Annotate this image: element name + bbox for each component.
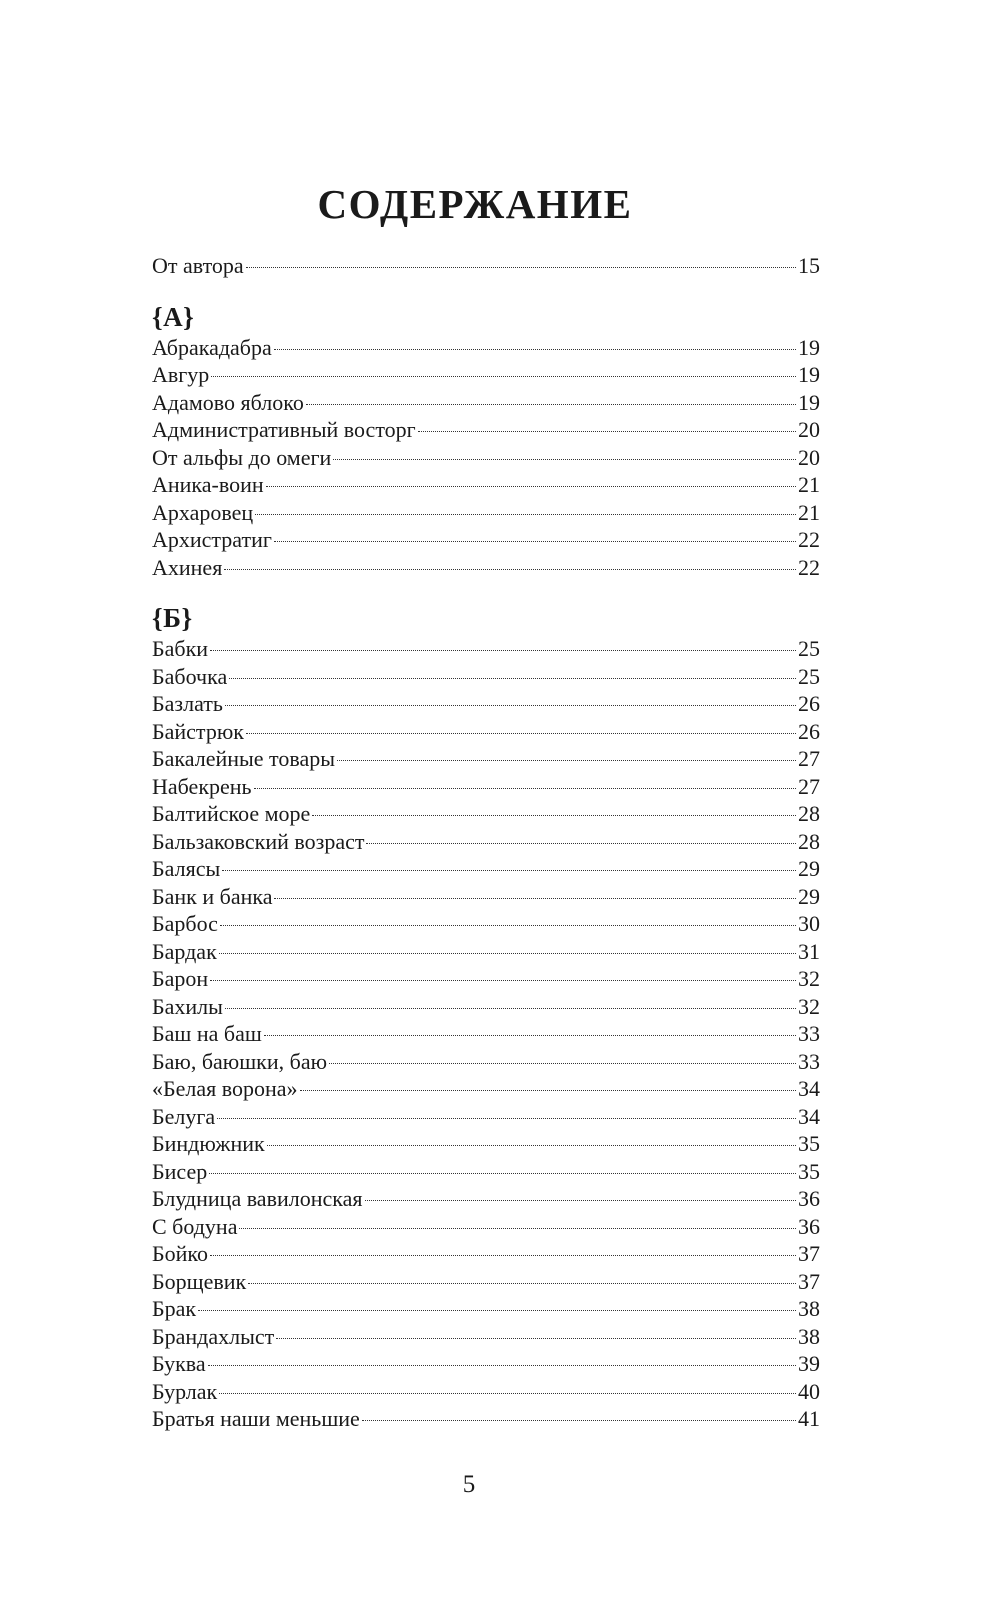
dot-leader xyxy=(274,349,796,350)
dot-leader xyxy=(246,267,796,268)
toc-entry xyxy=(152,471,820,499)
dot-leader xyxy=(225,705,796,706)
dot-leader xyxy=(222,870,796,871)
toc-entry-label: Бардак xyxy=(152,938,217,964)
toc-entry-label: Буква xyxy=(152,1351,206,1376)
toc-entry-page: 36 xyxy=(798,1186,820,1211)
toc-entry-label: От автора xyxy=(152,253,244,278)
toc-entry xyxy=(152,1048,820,1076)
toc-entry-label: Бабочка xyxy=(152,663,228,689)
toc-entry-label: Брандахлыст xyxy=(152,1323,275,1349)
toc-entry-page: 27 xyxy=(798,746,820,771)
toc-entry-label: Архистратиг xyxy=(152,527,272,552)
toc-entry-label: Бальзаковский возраст xyxy=(152,828,365,854)
toc-entry xyxy=(152,334,820,362)
dot-leader xyxy=(362,1420,796,1421)
toc-entry-label: Барон xyxy=(152,966,209,991)
toc-entry-page: 26 xyxy=(798,718,820,744)
dot-leader xyxy=(365,1200,797,1201)
toc-entry-page: 40 xyxy=(798,1378,820,1404)
dot-leader xyxy=(337,760,796,761)
toc-entry-label: Архаровец xyxy=(152,499,254,525)
page-number: 5 xyxy=(462,1471,476,1498)
toc-entry xyxy=(152,965,820,993)
dot-leader xyxy=(198,1310,796,1311)
dot-leader xyxy=(274,898,796,899)
toc-entry xyxy=(152,718,820,746)
dot-leader xyxy=(255,514,796,515)
toc-entry-label: Базлать xyxy=(152,691,223,716)
toc-entry-page: 37 xyxy=(798,1241,820,1266)
dot-leader xyxy=(267,1145,796,1146)
toc-section xyxy=(152,301,820,582)
toc-entry xyxy=(152,389,820,417)
toc-entry-label: Бурлак xyxy=(152,1378,218,1404)
dot-leader xyxy=(329,1063,796,1064)
table-of-contents xyxy=(152,252,820,1433)
toc-entry-page: 33 xyxy=(798,1021,820,1046)
toc-entry-label: Административный восторг xyxy=(152,417,416,442)
toc-entry-page: 37 xyxy=(798,1268,820,1294)
toc-entry-label: Бакалейные товары xyxy=(152,746,336,771)
toc-entry xyxy=(152,1295,820,1323)
toc-entry-page: 28 xyxy=(798,801,820,826)
toc-entry-label: Брак xyxy=(152,1296,197,1321)
section-heading: {Б} xyxy=(152,603,193,633)
toc-entry-page: 25 xyxy=(798,663,820,689)
toc-entry-page: 34 xyxy=(798,1076,820,1101)
toc-entry-page: 29 xyxy=(798,883,820,909)
dot-leader xyxy=(211,376,796,377)
toc-entry-label: Барбос xyxy=(152,911,218,936)
dot-leader xyxy=(274,541,796,542)
toc-entry xyxy=(152,1185,820,1213)
toc-entry xyxy=(152,1075,820,1103)
toc-entry xyxy=(152,800,820,828)
page-title: СОДЕРЖАНИЕ xyxy=(317,181,633,227)
toc-entry-page: 34 xyxy=(798,1103,820,1129)
toc-entry xyxy=(152,938,820,966)
toc-entry-page: 38 xyxy=(798,1323,820,1349)
toc-entry xyxy=(152,690,820,718)
toc-entry-label: Абракадабра xyxy=(152,334,272,360)
toc-entry-label: Ахинея xyxy=(152,554,223,580)
toc-entry-page: 21 xyxy=(798,472,820,497)
toc-entry-label: Баю, баюшки, баю xyxy=(152,1048,328,1074)
toc-entry xyxy=(152,883,820,911)
toc-entry-label: Белуга xyxy=(152,1103,216,1129)
toc-entry xyxy=(152,773,820,801)
toc-entry-label: Адамово яблоко xyxy=(152,389,304,415)
dot-leader xyxy=(220,925,796,926)
dot-leader xyxy=(224,569,796,570)
toc-entry xyxy=(152,993,820,1021)
toc-entry-page: 19 xyxy=(798,362,820,387)
dot-leader xyxy=(219,1393,796,1394)
toc-entry-page: 35 xyxy=(798,1158,820,1184)
dot-leader xyxy=(312,815,796,816)
dot-leader xyxy=(210,980,796,981)
toc-entry-label: Аника-воин xyxy=(152,472,264,497)
toc-entry-page: 38 xyxy=(798,1296,820,1321)
toc-entry-page: 29 xyxy=(798,856,820,881)
toc-entry-intro xyxy=(152,252,820,280)
toc-entry xyxy=(152,1130,820,1158)
dot-leader xyxy=(217,1118,796,1119)
toc-entry-label: Бахилы xyxy=(152,993,223,1019)
toc-entry-label: Авгур xyxy=(152,362,210,387)
toc-entry-page: 30 xyxy=(798,911,820,936)
toc-entry-page: 26 xyxy=(798,691,820,716)
toc-entry-page: 35 xyxy=(798,1131,820,1156)
dot-leader xyxy=(276,1338,796,1339)
toc-entry-label: Балясы xyxy=(152,856,221,881)
toc-entry-label: Банк и банка xyxy=(152,883,273,909)
toc-entry xyxy=(152,635,820,663)
toc-entry xyxy=(152,828,820,856)
toc-entry-page: 32 xyxy=(798,966,820,991)
toc-entry xyxy=(152,1213,820,1241)
dot-leader xyxy=(225,1008,796,1009)
toc-entry-page: 19 xyxy=(798,389,820,415)
toc-entry-label: Набекрень xyxy=(152,773,252,799)
toc-entry-page: 21 xyxy=(798,499,820,525)
toc-entry-page: 41 xyxy=(798,1406,820,1431)
dot-leader xyxy=(246,733,796,734)
dot-leader xyxy=(248,1283,796,1284)
toc-entry-page: 27 xyxy=(798,773,820,799)
toc-entry-label: От альфы до омеги xyxy=(152,444,332,470)
toc-entry xyxy=(152,663,820,691)
toc-entry-page: 33 xyxy=(798,1048,820,1074)
dot-leader xyxy=(366,843,796,844)
toc-entry xyxy=(152,1240,820,1268)
toc-entry-label: Биндюжник xyxy=(152,1131,265,1156)
toc-entry-label: Борщевик xyxy=(152,1268,247,1294)
toc-entry-page: 22 xyxy=(798,554,820,580)
toc-entry xyxy=(152,745,820,773)
toc-entry-page: 15 xyxy=(798,253,820,278)
dot-leader xyxy=(229,678,796,679)
dot-leader xyxy=(264,1035,796,1036)
toc-entry-page: 32 xyxy=(798,993,820,1019)
toc-entry xyxy=(152,855,820,883)
toc-entry-page: 31 xyxy=(798,938,820,964)
dot-leader xyxy=(254,788,796,789)
toc-entry xyxy=(152,554,820,582)
toc-entry-page: 28 xyxy=(798,828,820,854)
toc-entry-page: 20 xyxy=(798,444,820,470)
dot-leader xyxy=(210,650,796,651)
dot-leader xyxy=(306,404,796,405)
toc-entry xyxy=(152,1350,820,1378)
toc-entry xyxy=(152,1268,820,1296)
toc-entry-label: Блудница вавилонская xyxy=(152,1186,363,1211)
toc-entry xyxy=(152,1405,820,1433)
dot-leader xyxy=(266,486,796,487)
dot-leader xyxy=(333,459,796,460)
toc-entry-page: 20 xyxy=(798,417,820,442)
toc-entry xyxy=(152,1020,820,1048)
dot-leader xyxy=(239,1228,796,1229)
dot-leader xyxy=(210,1255,796,1256)
toc-entry xyxy=(152,1378,820,1406)
dot-leader xyxy=(209,1173,796,1174)
toc-entry-label: «Белая ворона» xyxy=(152,1076,298,1101)
toc-entry xyxy=(152,910,820,938)
toc-entry-page: 19 xyxy=(798,334,820,360)
toc-entry-page: 36 xyxy=(798,1213,820,1239)
dot-leader xyxy=(219,953,796,954)
toc-entry xyxy=(152,444,820,472)
toc-entry-label: Байстрюк xyxy=(152,718,244,744)
toc-entry-page: 22 xyxy=(798,527,820,552)
dot-leader xyxy=(418,431,796,432)
toc-entry-label: Бабки xyxy=(152,636,209,661)
toc-entry-label: Балтийское море xyxy=(152,801,311,826)
toc-entry-label: Братья наши меньшие xyxy=(152,1406,360,1431)
toc-entry-label: Бойко xyxy=(152,1241,208,1266)
toc-section xyxy=(152,602,820,1433)
toc-entry-page: 39 xyxy=(798,1351,820,1376)
toc-entry-label: Баш на баш xyxy=(152,1021,262,1046)
toc-entry xyxy=(152,361,820,389)
toc-entry xyxy=(152,1158,820,1186)
dot-leader xyxy=(300,1090,796,1091)
toc-entry xyxy=(152,1323,820,1351)
toc-entry xyxy=(152,1103,820,1131)
toc-entry xyxy=(152,416,820,444)
toc-entry xyxy=(152,499,820,527)
dot-leader xyxy=(208,1365,796,1366)
toc-entry-label: С бодуна xyxy=(152,1213,238,1239)
toc-entry-page: 25 xyxy=(798,636,820,661)
toc-entry-label: Бисер xyxy=(152,1158,208,1184)
section-heading: {А} xyxy=(152,301,195,332)
toc-entry xyxy=(152,526,820,554)
